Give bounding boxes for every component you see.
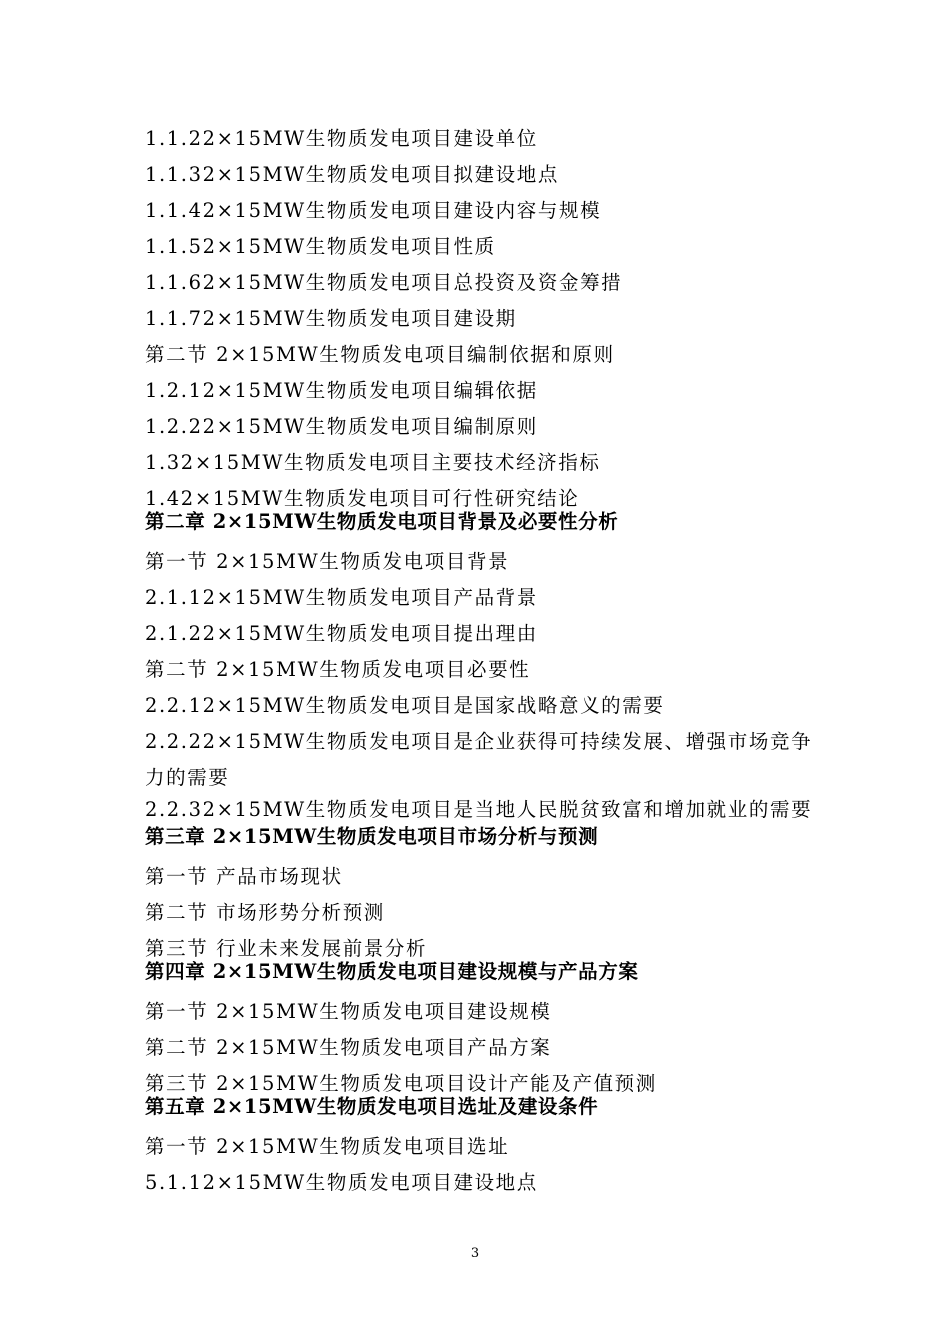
toc-entry: 1.1.72×15MW生物质发电项目建设期 bbox=[145, 307, 517, 330]
toc-chapter-heading: 第五章 2×15MW生物质发电项目选址及建设条件 bbox=[145, 1095, 599, 1118]
toc-entry: 5.1.12×15MW生物质发电项目建设地点 bbox=[145, 1171, 538, 1194]
toc-chapter-heading: 第二章 2×15MW生物质发电项目背景及必要性分析 bbox=[145, 510, 619, 533]
toc-entry: 1.1.32×15MW生物质发电项目拟建设地点 bbox=[145, 163, 559, 186]
toc-section-entry: 第一节 2×15MW生物质发电项目建设规模 bbox=[145, 1000, 552, 1023]
toc-entry: 2.2.32×15MW生物质发电项目是当地人民脱贫致富和增加就业的需要 bbox=[145, 798, 813, 821]
toc-entry: 1.1.42×15MW生物质发电项目建设内容与规模 bbox=[145, 199, 602, 222]
toc-chapter-heading: 第四章 2×15MW生物质发电项目建设规模与产品方案 bbox=[145, 960, 639, 983]
toc-section-entry: 第二节 市场形势分析预测 bbox=[145, 901, 385, 924]
toc-entry: 1.1.22×15MW生物质发电项目建设单位 bbox=[145, 127, 538, 150]
table-of-contents bbox=[145, 121, 815, 1201]
toc-section-entry: 第二节 2×15MW生物质发电项目必要性 bbox=[145, 658, 531, 681]
page-number: 3 bbox=[470, 1246, 480, 1261]
toc-section-entry: 第一节 2×15MW生物质发电项目背景 bbox=[145, 550, 510, 573]
toc-section-entry: 第二节 2×15MW生物质发电项目编制依据和原则 bbox=[145, 343, 615, 366]
toc-entry: 1.32×15MW生物质发电项目主要技术经济指标 bbox=[145, 451, 601, 474]
toc-entry: 2.2.22×15MW生物质发电项目是企业获得可持续发展、增强市场竞争力的需要 bbox=[145, 730, 813, 789]
toc-entry: 1.42×15MW生物质发电项目可行性研究结论 bbox=[145, 487, 580, 510]
toc-entry: 1.2.22×15MW生物质发电项目编制原则 bbox=[145, 415, 538, 438]
toc-entry: 2.1.12×15MW生物质发电项目产品背景 bbox=[145, 586, 538, 609]
toc-section-entry: 第三节 行业未来发展前景分析 bbox=[145, 937, 428, 960]
toc-entry: 1.1.62×15MW生物质发电项目总投资及资金筹措 bbox=[145, 271, 623, 294]
toc-entry: 2.1.22×15MW生物质发电项目提出理由 bbox=[145, 622, 538, 645]
toc-section-entry: 第三节 2×15MW生物质发电项目设计产能及产值预测 bbox=[145, 1072, 657, 1095]
toc-chapter-heading: 第三章 2×15MW生物质发电项目市场分析与预测 bbox=[145, 825, 599, 848]
toc-entry: 1.1.52×15MW生物质发电项目性质 bbox=[145, 235, 496, 258]
toc-section-entry: 第一节 产品市场现状 bbox=[145, 865, 343, 888]
toc-entry: 1.2.12×15MW生物质发电项目编辑依据 bbox=[145, 379, 538, 402]
toc-entry: 2.2.12×15MW生物质发电项目是国家战略意义的需要 bbox=[145, 694, 665, 717]
toc-section-entry: 第一节 2×15MW生物质发电项目选址 bbox=[145, 1135, 510, 1158]
toc-section-entry: 第二节 2×15MW生物质发电项目产品方案 bbox=[145, 1036, 552, 1059]
